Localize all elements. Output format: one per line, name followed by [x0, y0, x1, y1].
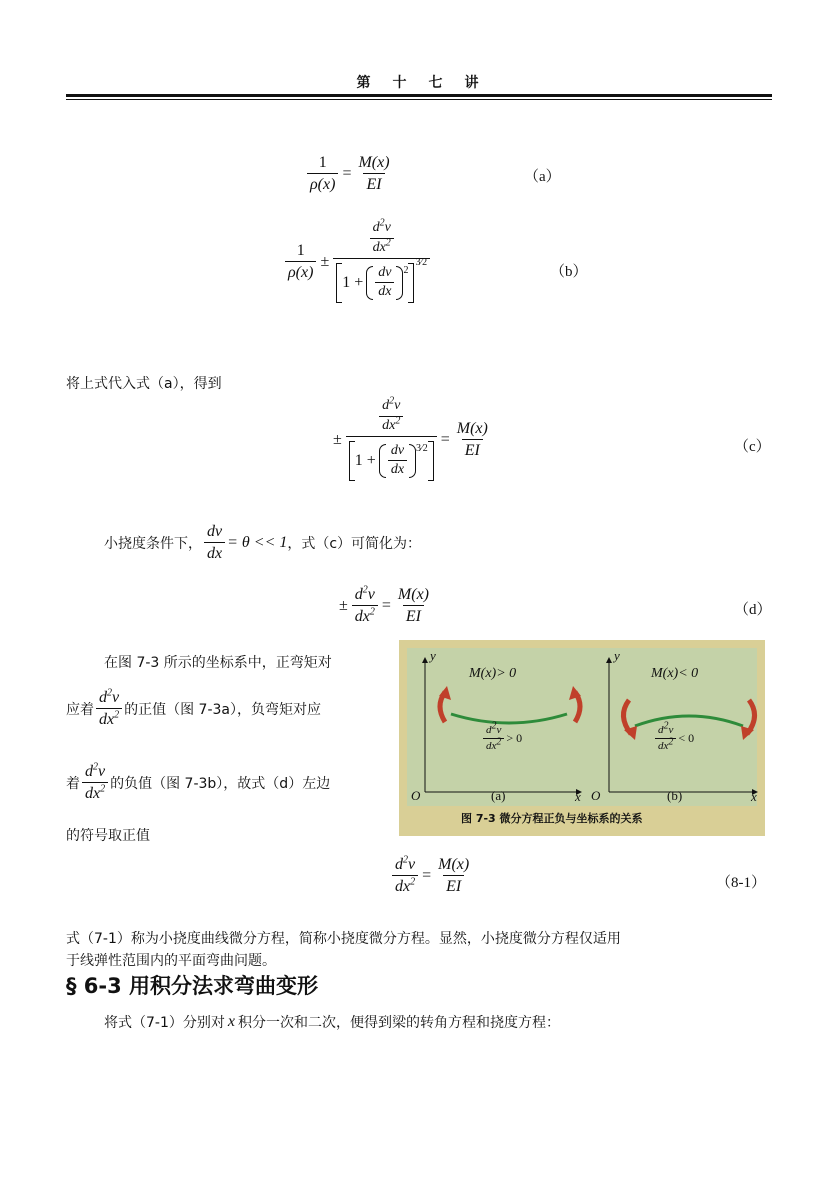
equation-b: $\frac{1}{\rho(x)}$ ± $\frac{d^2v}{dx^2}$ 1 + $\frac{dv}{dx}$ 2 $^{3⁄2}$ — [283, 220, 432, 303]
equation-d: ± $\frac{d^2v}{dx^2}$ = $\frac{M(x)}{EI}$ — [339, 584, 430, 626]
equation-8-1-tag: （8-1） — [716, 875, 766, 891]
paragraph-figure-line4: 的符号取正值 — [66, 828, 150, 844]
figure-caption: 图 7-3 微分方程正负与坐标系的关系 — [461, 812, 643, 825]
page-header-title: 第十七讲 — [356, 75, 501, 91]
panel-a-sublabel: (a) — [491, 788, 506, 803]
paragraph-last: 将式（7-1）分别对 x 积分一次和二次，便得到梁的转角方程和挠度方程： — [104, 1013, 560, 1031]
header-rule-thin — [66, 99, 772, 100]
panel-a-curve — [451, 714, 567, 723]
panel-a-y-label: y — [430, 648, 436, 663]
figure-7-3 — [399, 640, 765, 836]
paragraph-figure-line1: 在图 7-3 所示的坐标系中，正弯矩对 — [104, 655, 332, 671]
equation-b-tag: （b） — [550, 264, 588, 280]
panel-b-x-label: x — [751, 789, 757, 804]
paragraph-small-deflection: 小挠度条件下， $\frac{dv}{dx}$ = θ << 1 ，式（c）可简化为： — [104, 523, 422, 563]
header-rule-thick — [66, 94, 772, 97]
equation-c-tag: （c） — [734, 439, 771, 455]
equation-a: $\frac{1}{\rho(x)}$ = $\frac{M(x)}{EI}$ — [305, 153, 395, 194]
section-heading: § 6-3 用积分法求弯曲变形 — [66, 974, 319, 998]
panel-b-moment-label: M(x)< 0 — [651, 666, 699, 681]
panel-b-sublabel: (b) — [667, 788, 683, 803]
figure-drawing — [399, 640, 765, 836]
paragraph-figure-line3: 着 $\frac{d^2v}{dx^2}$ 的负值（图 7-3b），故式（d）左边 — [66, 761, 331, 803]
equation-a-tag: （a） — [524, 169, 561, 185]
panel-b-y-label: y — [614, 648, 620, 663]
panel-b-curvature-label: $\frac{d^2v}{dx^2}$ < 0 — [653, 724, 694, 753]
equation-d-tag: （d） — [734, 602, 772, 618]
paragraph-after-line2: 于线弹性范围内的平面弯曲问题。 — [66, 953, 276, 969]
equation-c: ± $\frac{d^2v}{dx^2}$ 1 + $\frac{dv}{dx}$ 3⁄2 = $\frac{M(x)}{EI}$ — [333, 398, 493, 481]
paragraph-substitute: 将上式代入式（a），得到 — [66, 376, 222, 392]
equation-8-1: $\frac{d^2v}{dx^2}$ = $\frac{M(x)}{EI}$ — [390, 855, 474, 896]
paragraph-after-line1: 式（7-1）称为小挠度曲线微分方程，简称小挠度微分方程。显然，小挠度微分方程仅适用 — [66, 931, 621, 947]
panel-a-moment-label: M(x)> 0 — [469, 666, 517, 681]
panel-b-origin: O — [591, 788, 601, 803]
paragraph-figure-line2: 应着 $\frac{d^2v}{dx^2}$ 的正值（图 7-3a），负弯矩对应 — [66, 687, 322, 729]
panel-a-x-label: x — [575, 789, 581, 804]
panel-a-curvature-label: $\frac{d^2v}{dx^2}$ > 0 — [481, 724, 522, 753]
panel-a-origin: O — [411, 788, 421, 803]
